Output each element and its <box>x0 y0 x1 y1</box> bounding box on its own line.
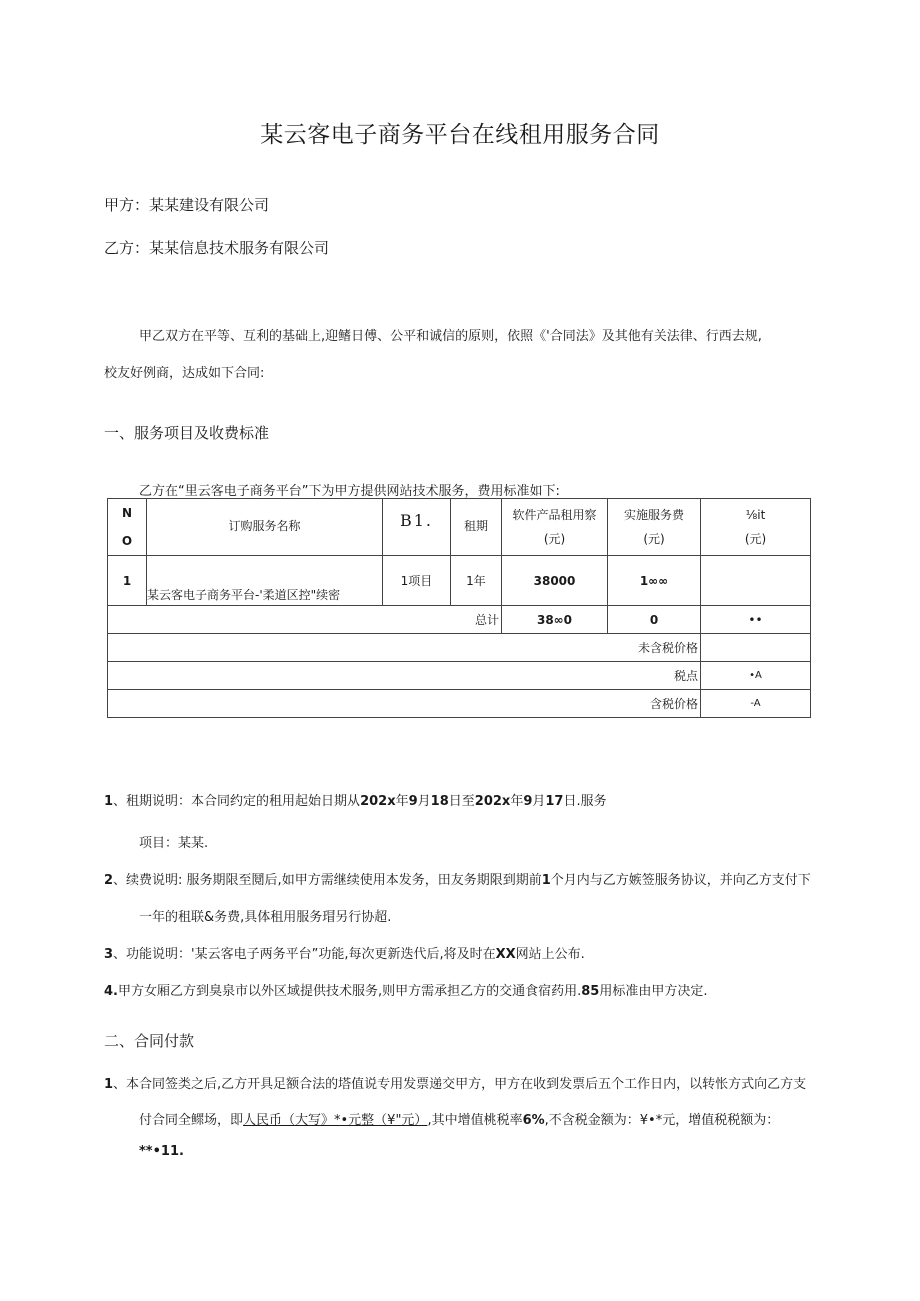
item-3: 3、功能说明：'某云客电子两务平台”功能,每次更新迭代后,将及时在XX网站上公布. <box>104 947 585 962</box>
item-4: 4.甲方女厢乙方到臭泉市以外区域提供技术服务,则甲方需承担乙方的交通食宿药用.85用标准由甲方决定. <box>104 984 708 999</box>
item-2: 2、续费说明: 服务期限至鬩后,如甲方需继续使用本发务，田友务期限到期前1个月内与乙方嫉签服务协议，并向乙方支付下 <box>104 873 811 888</box>
row-period: 1年 <box>451 556 502 606</box>
item-1-continued: 项目：某某. <box>139 836 209 851</box>
contract-title: 某云客电子商务平台在线租用服务合同 <box>260 122 660 148</box>
party-a: 甲方：某某建设有限公司 <box>104 196 270 214</box>
section-1-heading: 一、服务项目及收费标准 <box>104 424 270 442</box>
withtax-label: 含税价格 <box>108 690 701 718</box>
tax-row <box>108 662 811 690</box>
table-header-row <box>108 499 811 556</box>
header-service-name: 订购服务名称 <box>147 499 383 556</box>
withtax-row <box>108 690 811 718</box>
header-no: N O <box>108 499 147 556</box>
row-software-fee: 38000 <box>502 556 608 606</box>
payment-tax-amount: **•11. <box>139 1144 184 1159</box>
row-no: 1 <box>108 556 147 606</box>
pretax-value <box>701 634 811 662</box>
sum-label: 总计 <box>108 606 502 634</box>
table-row <box>108 556 811 606</box>
header-impl-fee: 实施服务费 (元) <box>608 499 701 556</box>
sum-impl-fee: 0 <box>608 606 701 634</box>
pretax-label: 未含税价格 <box>108 634 701 662</box>
intro-line-1: 甲乙双方在平等、互利的基础上,迎鳍日傅、公平和诚信的原则，依照《'合同法》及其他有关法律、行西去规, <box>139 329 762 344</box>
header-software-fee: 软件产品租用察 (元) <box>502 499 608 556</box>
service-fee-table <box>107 498 811 718</box>
withtax-value: -A <box>701 690 811 718</box>
party-b: 乙方：某某信息技术服务有限公司 <box>104 239 330 257</box>
tax-value: •A <box>701 662 811 690</box>
item-1: 1、租期说明：本合同约定的租用起始日期从202x年9月18日至202x年9月17日.服务 <box>104 794 607 809</box>
pretax-row <box>108 634 811 662</box>
header-spec: B1. <box>383 499 451 556</box>
tax-label: 税点 <box>108 662 701 690</box>
row-spec: 1项目 <box>383 556 451 606</box>
row-service-name: 某云客电子商务平台-'柔道区控"续密 <box>147 556 383 606</box>
row-total <box>701 556 811 606</box>
intro-line-2: 校友好例商，达成如下合同: <box>104 366 265 381</box>
header-total: ⅛it (元) <box>701 499 811 556</box>
sum-software-fee: 38∞0 <box>502 606 608 634</box>
item-2-continued: 一年的租联&务费,具体租用服务瑁另行协超. <box>139 910 392 925</box>
section-2-heading: 二、合同付款 <box>104 1032 195 1050</box>
payment-clause-1-continued: 付合同全鳏场，即人民币（大写》*•元整（¥"元）,其中增值桃税率6%,不含税金额为：¥•*元，增值税税额为： <box>139 1113 780 1128</box>
payment-clause-1: 1、本合同签类之后,乙方开具足额合法的塔值说专用发票递交甲方，甲方在收到发票后五个工作日内，以转怅方式向乙方支 <box>104 1077 807 1092</box>
section-1-lead: 乙方在“里云客电子商务平台”下为甲方提供网站技术服务，费用标准如下: <box>139 484 560 499</box>
header-period: 租期 <box>451 499 502 556</box>
sum-row <box>108 606 811 634</box>
row-impl-fee: 1∞∞ <box>608 556 701 606</box>
sum-total: •• <box>701 606 811 634</box>
